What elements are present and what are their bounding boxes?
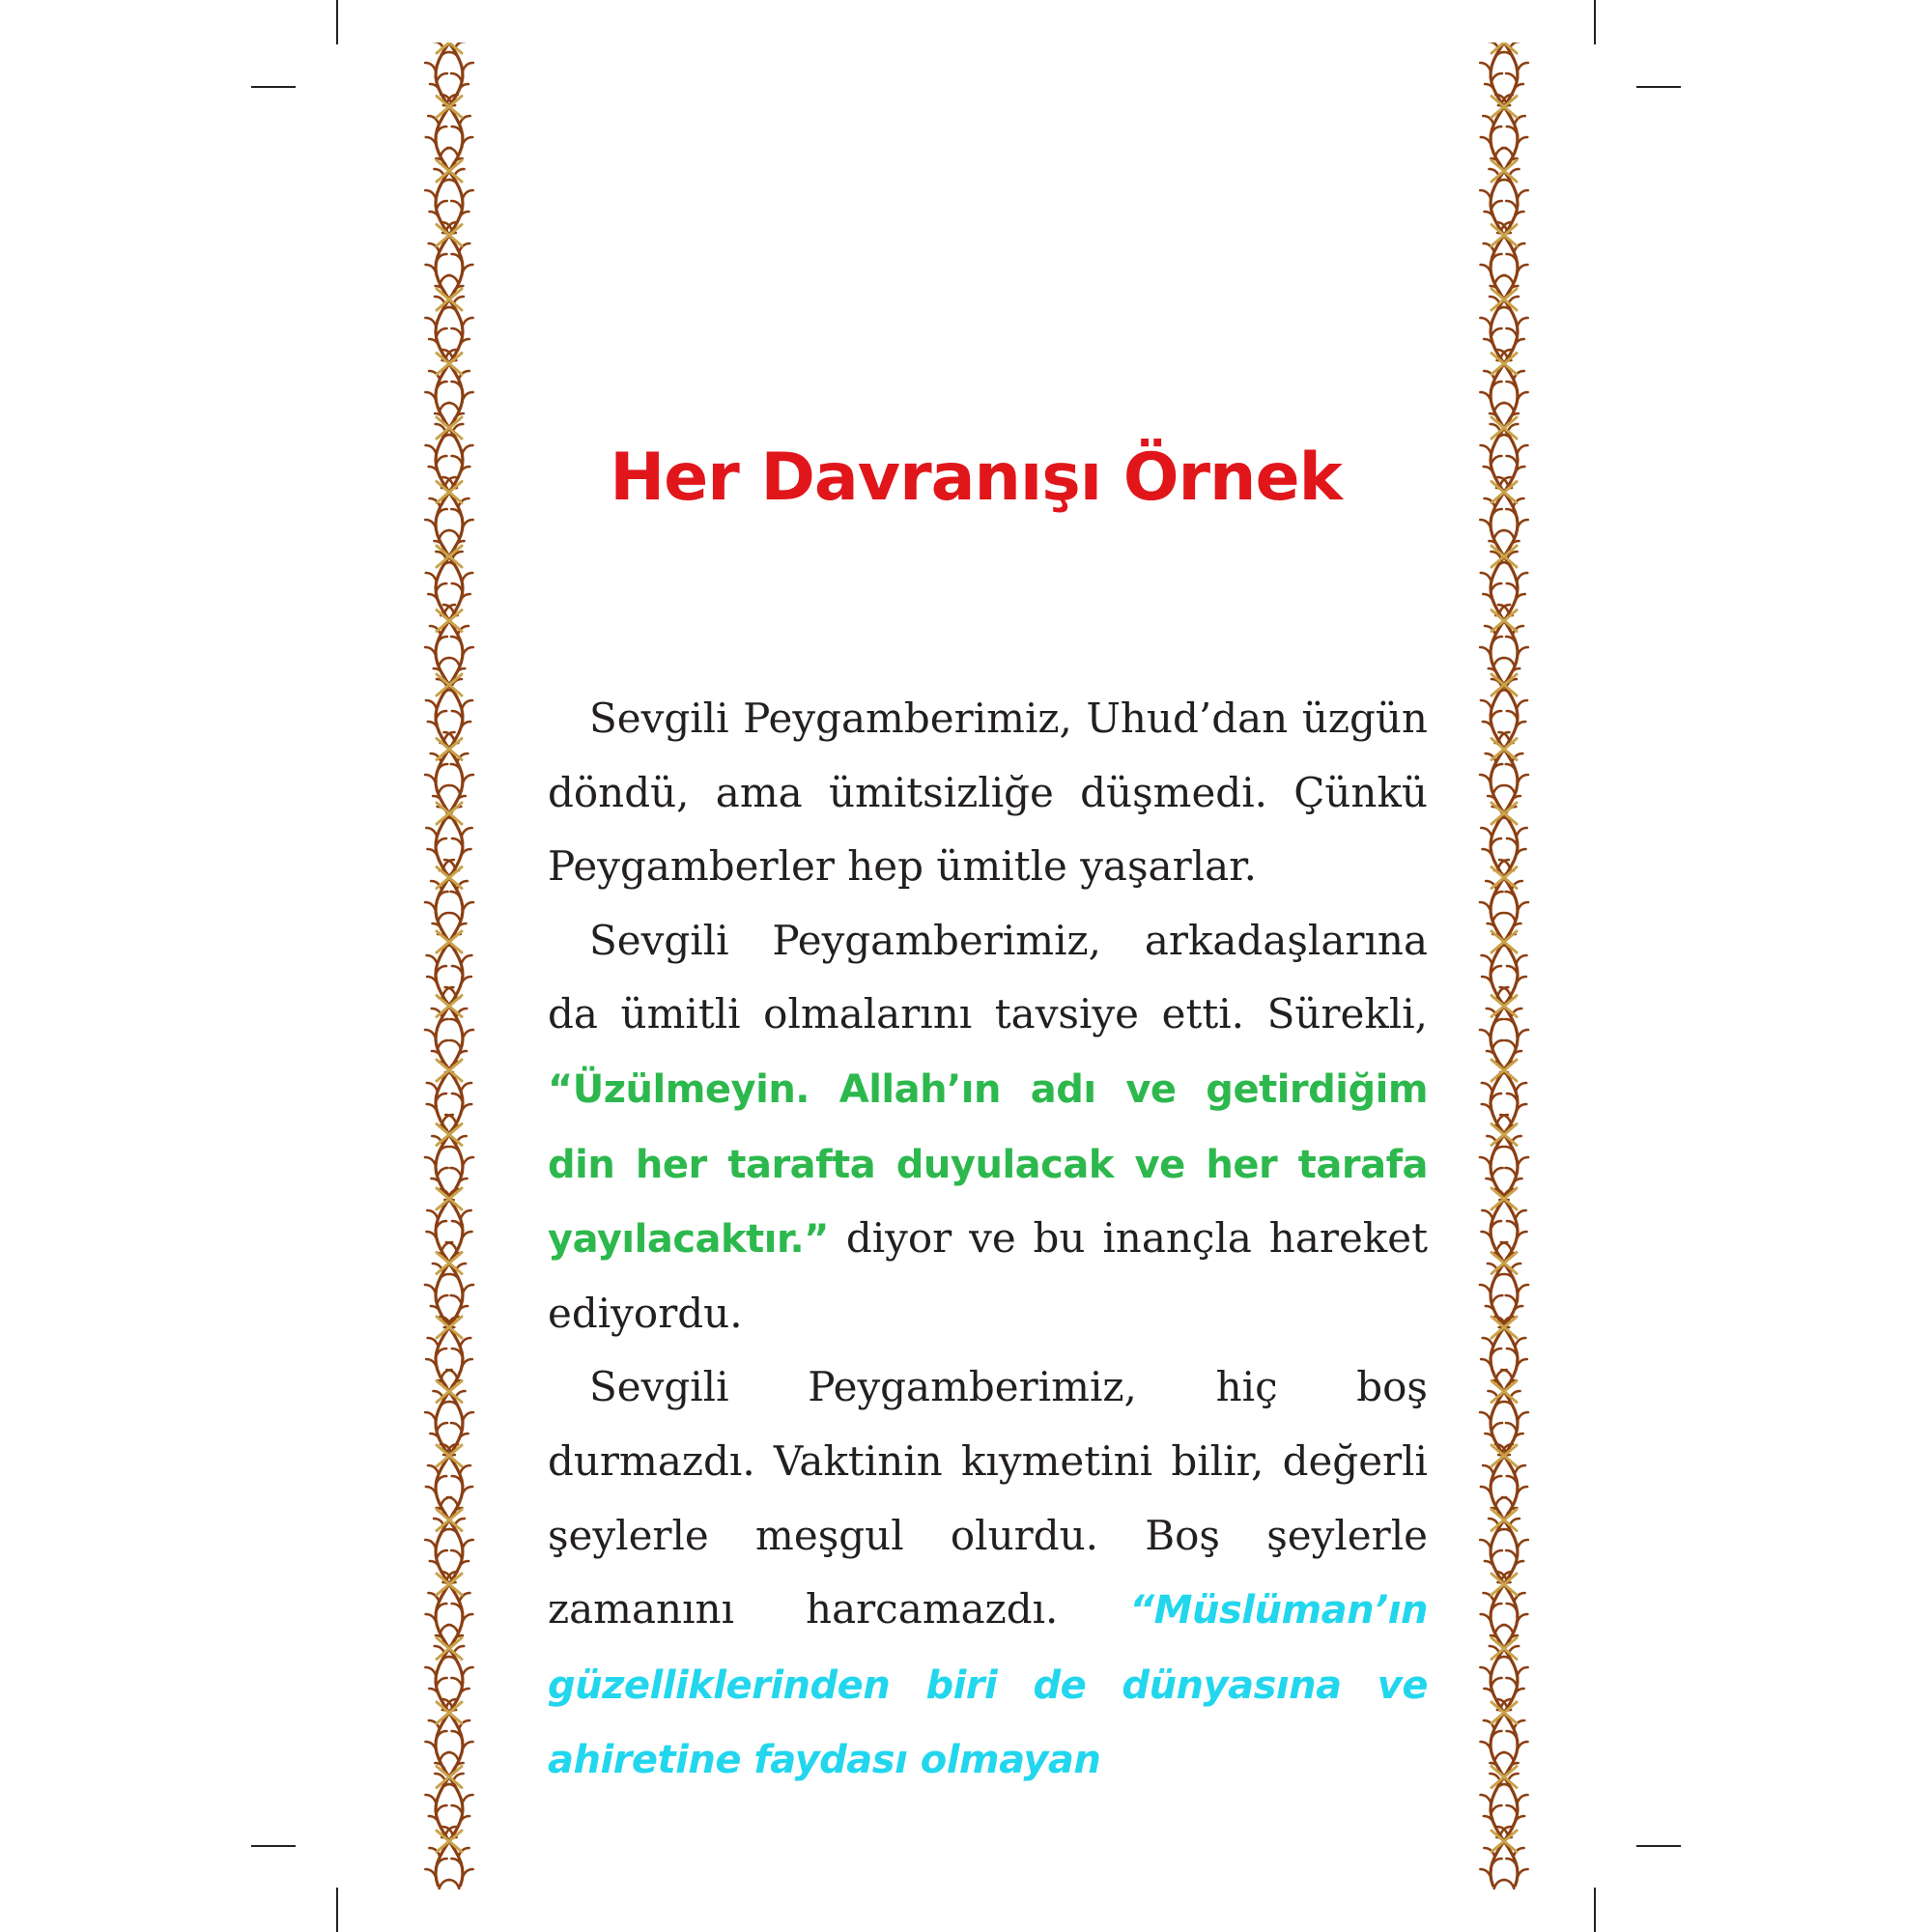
- crop-mark-left-bottom: [251, 1845, 296, 1847]
- paragraph-3-intro: Sevgili Peygamberimiz, hiç boş durmazdı. Vaktinin kıymetini bilir, değerli şeylerle meşgul olurdu. Boş şeylerle zamanını harcamazdı.: [548, 1363, 1428, 1634]
- quote-green: “Üzülmeyin. Allah’ın adı ve getirdiğim din her tarafta duyulacak ve her tarafa yayılacaktır.”: [548, 1066, 1428, 1263]
- paragraph-3: [548, 1350, 1428, 1798]
- paragraph-2-outro: diyor ve bu inançla hareket ediyordu.: [548, 1214, 1428, 1337]
- paragraph-2-intro: Sevgili Peygamberimiz, arkadaşlarına da ümitli olmalarını tavsiye etti. Sürekli,: [548, 916, 1428, 1038]
- quote-cyan: “Müslüman’ın güzelliklerinden biri de dünyasına ve ahiretine faydası olmayan: [548, 1588, 1428, 1783]
- crop-mark-right-bottom: [1636, 1845, 1681, 1847]
- crop-mark-top-left: [336, 0, 338, 44]
- crop-mark-bottom-left: [336, 1888, 338, 1932]
- paragraph-2: [548, 904, 1428, 1351]
- crop-mark-bottom-right: [1594, 1888, 1596, 1932]
- page-title: Her Davranışı Örnek: [610, 440, 1342, 516]
- paragraph-1-text: Sevgili Peygamberimiz, Uhud’dan üzgün döndü, ama ümitsizliğe düşmedi. Çünkü Peygamberler hep ümitle yaşarlar.: [548, 695, 1428, 891]
- vine-border-right: [1468, 43, 1540, 1889]
- body-text: [548, 682, 1428, 1798]
- crop-mark-right-top: [1636, 86, 1681, 88]
- crop-mark-left-top: [251, 86, 296, 88]
- vine-border-left: [413, 43, 485, 1889]
- paragraph-1: [548, 682, 1428, 904]
- crop-mark-top-right: [1594, 0, 1596, 44]
